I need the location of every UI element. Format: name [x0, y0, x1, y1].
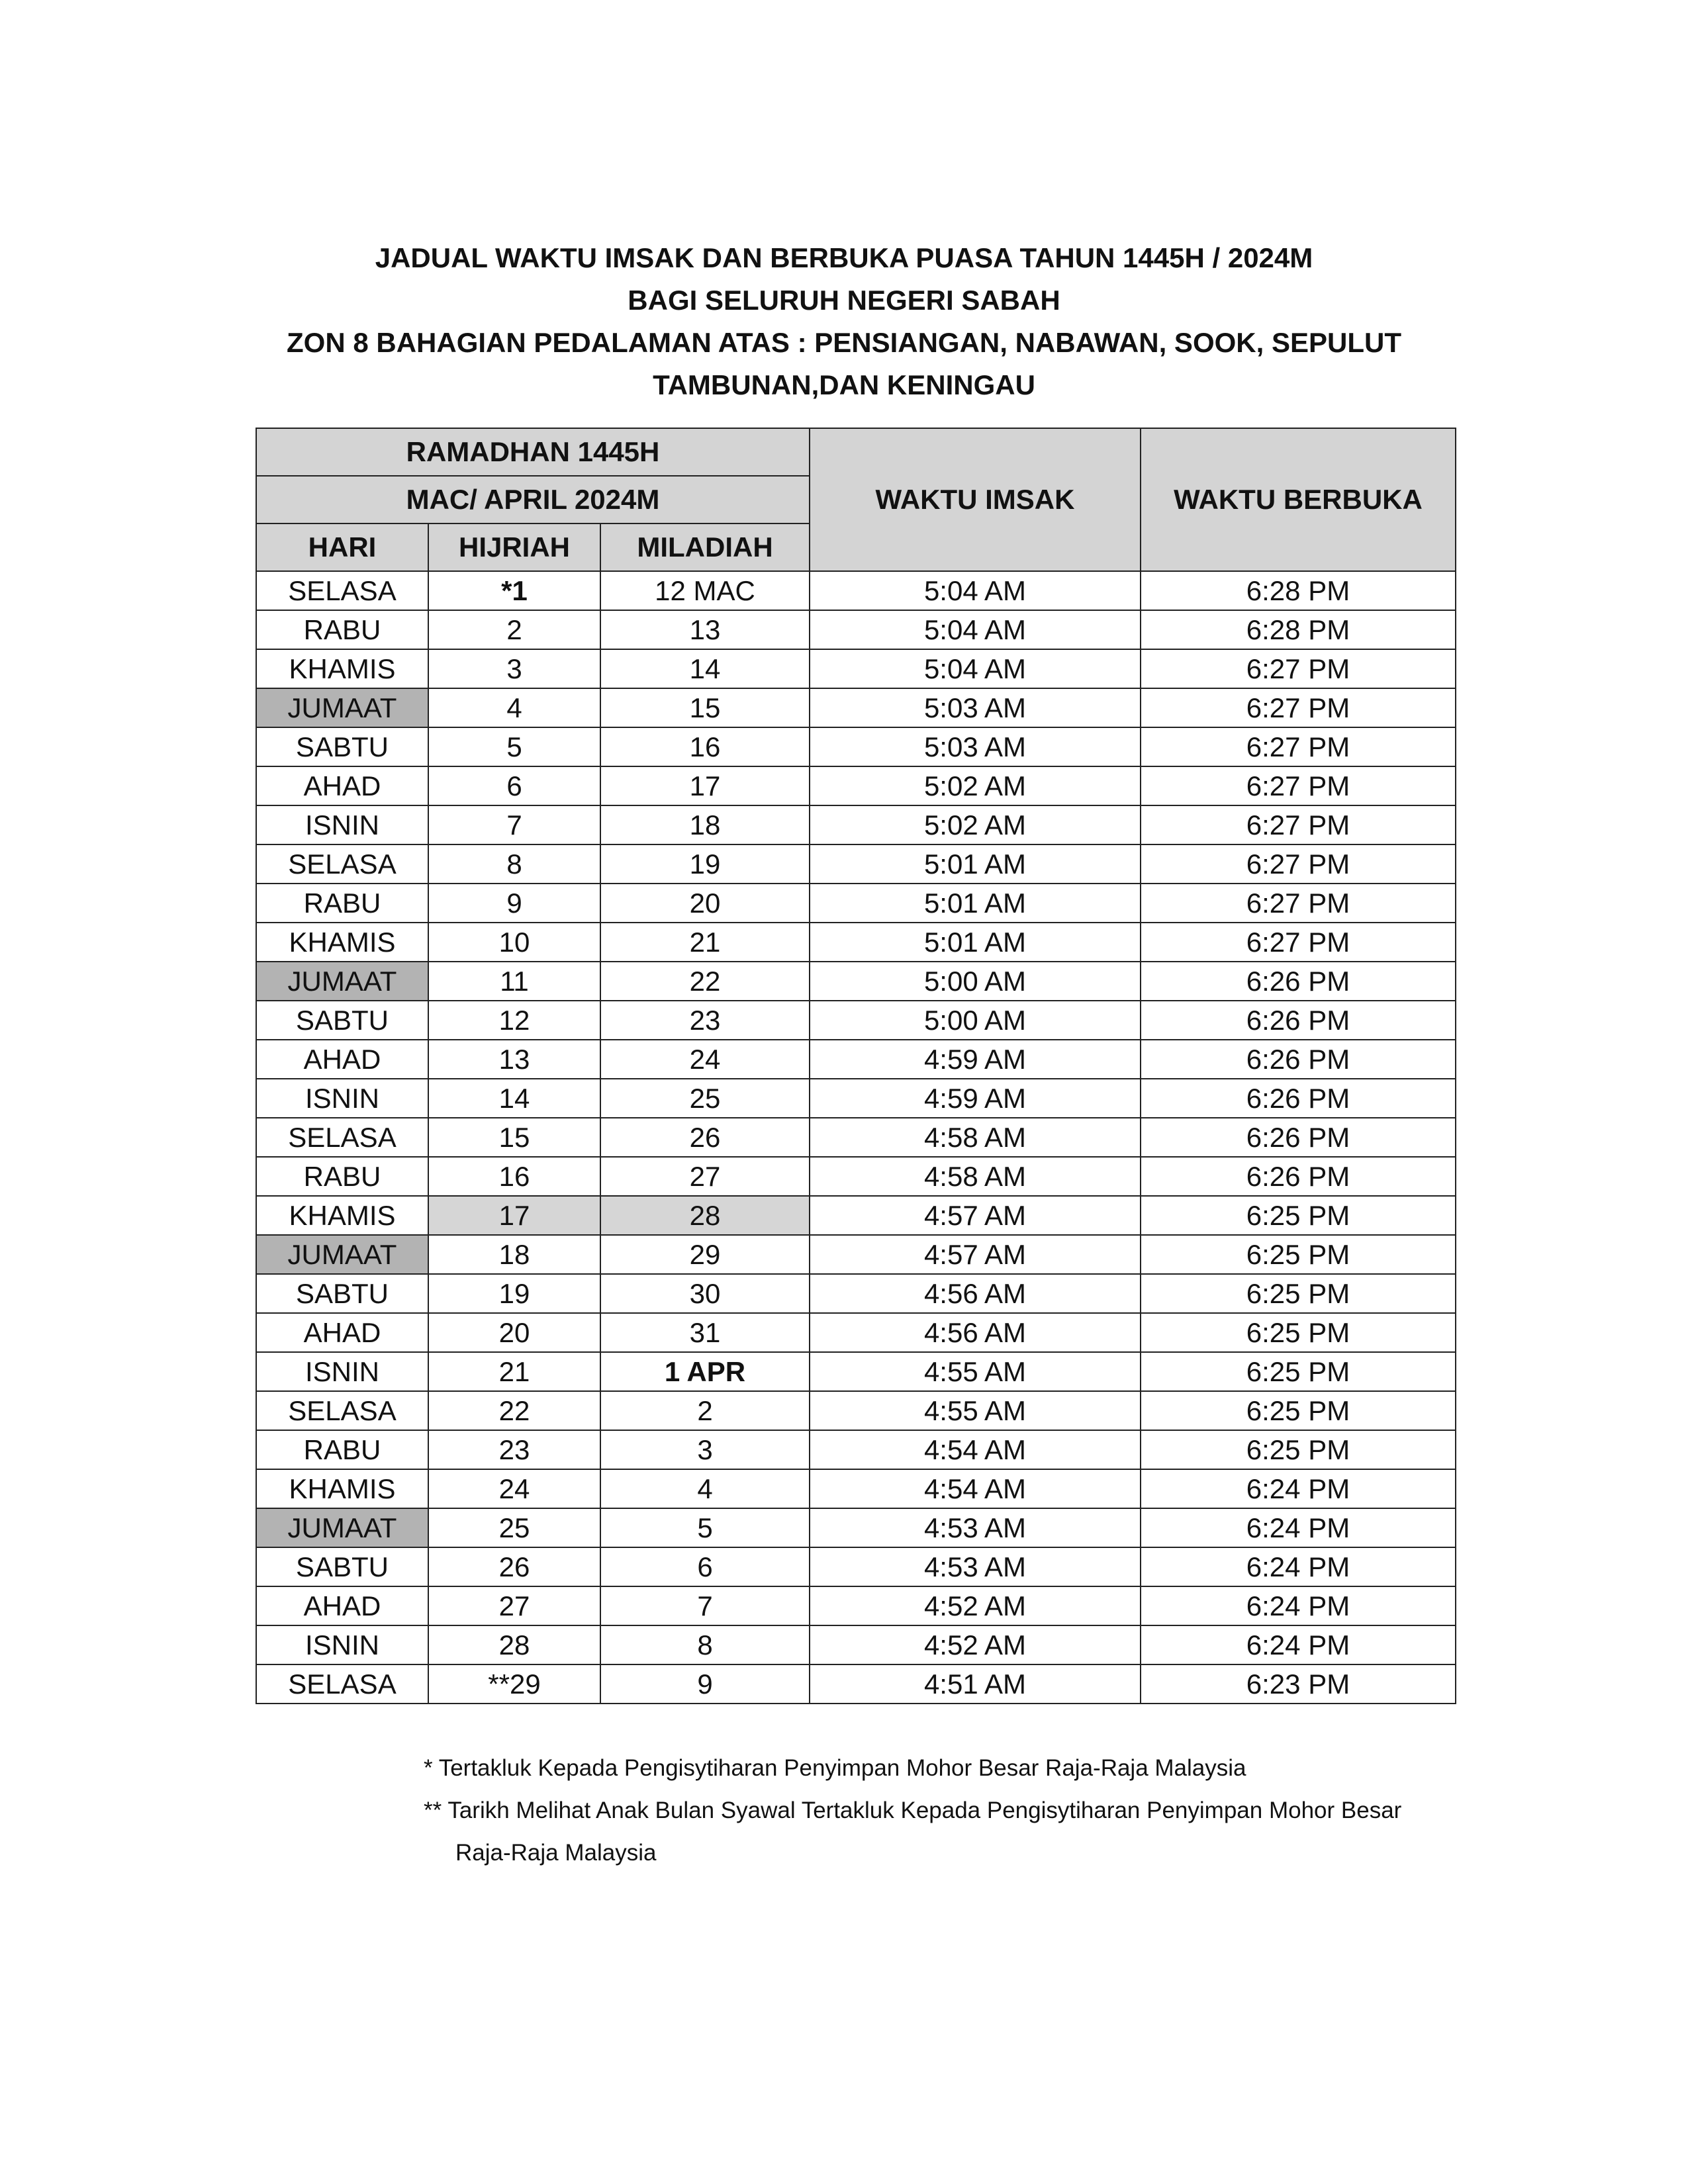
footnote-2: ** Tarikh Melihat Anak Bulan Syawal Tertakluk Kepada Pengisytiharan Penyimpan Mohor Besar — [424, 1797, 1402, 1823]
table-row — [256, 1625, 1456, 1664]
cell-berbuka: 6:25 PM — [1141, 1196, 1456, 1235]
cell-hijriah: 11 — [428, 962, 600, 1001]
footnotes — [424, 1747, 1483, 1874]
cell-hari: JUMAAT — [256, 1235, 428, 1274]
cell-berbuka: 6:26 PM — [1141, 1118, 1456, 1157]
table-row — [256, 1664, 1456, 1704]
cell-imsak: 5:02 AM — [810, 766, 1141, 805]
header-ramadhan: RAMADHAN 1445H — [256, 428, 810, 476]
table-row — [256, 766, 1456, 805]
cell-miladiah: 4 — [600, 1469, 810, 1508]
cell-miladiah: 26 — [600, 1118, 810, 1157]
cell-hari: KHAMIS — [256, 649, 428, 688]
cell-berbuka: 6:24 PM — [1141, 1469, 1456, 1508]
header-hijriah: HIJRIAH — [428, 523, 600, 571]
cell-berbuka: 6:27 PM — [1141, 884, 1456, 923]
table-row — [256, 962, 1456, 1001]
cell-berbuka: 6:27 PM — [1141, 844, 1456, 884]
cell-berbuka: 6:26 PM — [1141, 1157, 1456, 1196]
table-row — [256, 1547, 1456, 1586]
cell-hijriah: 12 — [428, 1001, 600, 1040]
table-row — [256, 1586, 1456, 1625]
cell-imsak: 5:04 AM — [810, 610, 1141, 649]
cell-miladiah: 14 — [600, 649, 810, 688]
cell-berbuka: 6:25 PM — [1141, 1274, 1456, 1313]
cell-imsak: 4:59 AM — [810, 1040, 1141, 1079]
cell-miladiah: 27 — [600, 1157, 810, 1196]
cell-imsak: 5:01 AM — [810, 923, 1141, 962]
cell-imsak: 4:54 AM — [810, 1430, 1141, 1469]
cell-imsak: 4:59 AM — [810, 1079, 1141, 1118]
cell-hari: RABU — [256, 610, 428, 649]
cell-hari: ISNIN — [256, 805, 428, 844]
cell-berbuka: 6:25 PM — [1141, 1430, 1456, 1469]
cell-berbuka: 6:24 PM — [1141, 1547, 1456, 1586]
cell-miladiah: 23 — [600, 1001, 810, 1040]
cell-berbuka: 6:26 PM — [1141, 1001, 1456, 1040]
table-row — [256, 1430, 1456, 1469]
cell-hari: KHAMIS — [256, 1196, 428, 1235]
cell-berbuka: 6:28 PM — [1141, 610, 1456, 649]
cell-hijriah: 25 — [428, 1508, 600, 1547]
cell-berbuka: 6:26 PM — [1141, 1079, 1456, 1118]
table-row — [256, 688, 1456, 727]
cell-imsak: 4:58 AM — [810, 1157, 1141, 1196]
cell-imsak: 4:56 AM — [810, 1313, 1141, 1352]
cell-berbuka: 6:26 PM — [1141, 962, 1456, 1001]
header-waktu-berbuka: WAKTU BERBUKA — [1141, 428, 1456, 571]
cell-hari: RABU — [256, 884, 428, 923]
cell-miladiah: 22 — [600, 962, 810, 1001]
cell-hari: AHAD — [256, 1313, 428, 1352]
table-row — [256, 1469, 1456, 1508]
cell-hijriah: 26 — [428, 1547, 600, 1586]
header-miladiah: MILADIAH — [600, 523, 810, 571]
cell-hari: SELASA — [256, 844, 428, 884]
cell-hijriah: 15 — [428, 1118, 600, 1157]
cell-miladiah: 7 — [600, 1586, 810, 1625]
title-line-4: TAMBUNAN,DAN KENINGAU — [653, 369, 1035, 400]
table-row — [256, 1391, 1456, 1430]
table-row — [256, 571, 1456, 610]
cell-berbuka: 6:25 PM — [1141, 1313, 1456, 1352]
cell-hijriah: 6 — [428, 766, 600, 805]
cell-hari: SABTU — [256, 1274, 428, 1313]
cell-hari: RABU — [256, 1157, 428, 1196]
header-waktu-imsak: WAKTU IMSAK — [810, 428, 1141, 571]
cell-berbuka: 6:27 PM — [1141, 727, 1456, 766]
cell-hari: SABTU — [256, 1001, 428, 1040]
cell-miladiah: 5 — [600, 1508, 810, 1547]
table-row — [256, 727, 1456, 766]
cell-hari: AHAD — [256, 1040, 428, 1079]
cell-hijriah: 9 — [428, 884, 600, 923]
cell-miladiah: 30 — [600, 1274, 810, 1313]
cell-berbuka: 6:27 PM — [1141, 805, 1456, 844]
prayer-timetable — [256, 428, 1456, 1704]
table-row — [256, 1079, 1456, 1118]
cell-berbuka: 6:27 PM — [1141, 649, 1456, 688]
cell-imsak: 4:55 AM — [810, 1391, 1141, 1430]
cell-imsak: 5:04 AM — [810, 571, 1141, 610]
cell-hijriah: 27 — [428, 1586, 600, 1625]
cell-hijriah: 20 — [428, 1313, 600, 1352]
cell-miladiah: 15 — [600, 688, 810, 727]
cell-hijriah: 4 — [428, 688, 600, 727]
cell-hijriah: 16 — [428, 1157, 600, 1196]
cell-berbuka: 6:25 PM — [1141, 1352, 1456, 1391]
cell-imsak: 4:55 AM — [810, 1352, 1141, 1391]
cell-hari: SELASA — [256, 1664, 428, 1704]
cell-hari: KHAMIS — [256, 923, 428, 962]
table-row — [256, 1040, 1456, 1079]
cell-hijriah: 2 — [428, 610, 600, 649]
cell-berbuka: 6:24 PM — [1141, 1586, 1456, 1625]
cell-miladiah: 2 — [600, 1391, 810, 1430]
table-row — [256, 1352, 1456, 1391]
cell-hari: AHAD — [256, 1586, 428, 1625]
cell-miladiah: 25 — [600, 1079, 810, 1118]
cell-miladiah: 16 — [600, 727, 810, 766]
cell-miladiah: 20 — [600, 884, 810, 923]
title-line-2: BAGI SELURUH NEGERI SABAH — [628, 285, 1060, 316]
cell-hijriah: 14 — [428, 1079, 600, 1118]
cell-miladiah: 8 — [600, 1625, 810, 1664]
table-row — [256, 844, 1456, 884]
table-row — [256, 1274, 1456, 1313]
cell-hari: ISNIN — [256, 1352, 428, 1391]
cell-imsak: 5:00 AM — [810, 962, 1141, 1001]
cell-imsak: 4:58 AM — [810, 1118, 1141, 1157]
table-row — [256, 1235, 1456, 1274]
cell-miladiah: 18 — [600, 805, 810, 844]
cell-imsak: 5:01 AM — [810, 844, 1141, 884]
cell-hijriah: 8 — [428, 844, 600, 884]
cell-berbuka: 6:27 PM — [1141, 688, 1456, 727]
cell-hari: SELASA — [256, 1391, 428, 1430]
cell-hari: SELASA — [256, 1118, 428, 1157]
cell-hijriah: 28 — [428, 1625, 600, 1664]
cell-hari: ISNIN — [256, 1625, 428, 1664]
cell-miladiah: 21 — [600, 923, 810, 962]
cell-hijriah: *1 — [428, 571, 600, 610]
cell-hijriah: 22 — [428, 1391, 600, 1430]
cell-berbuka: 6:26 PM — [1141, 1040, 1456, 1079]
cell-imsak: 5:03 AM — [810, 727, 1141, 766]
cell-miladiah: 6 — [600, 1547, 810, 1586]
cell-miladiah: 29 — [600, 1235, 810, 1274]
cell-imsak: 5:03 AM — [810, 688, 1141, 727]
cell-imsak: 4:57 AM — [810, 1235, 1141, 1274]
cell-imsak: 4:57 AM — [810, 1196, 1141, 1235]
cell-hari: SELASA — [256, 571, 428, 610]
cell-berbuka: 6:25 PM — [1141, 1235, 1456, 1274]
cell-imsak: 4:54 AM — [810, 1469, 1141, 1508]
table-row — [256, 1313, 1456, 1352]
cell-berbuka: 6:24 PM — [1141, 1508, 1456, 1547]
cell-miladiah: 13 — [600, 610, 810, 649]
cell-hijriah: 3 — [428, 649, 600, 688]
cell-miladiah: 28 — [600, 1196, 810, 1235]
footnote-2-continued: Raja-Raja Malaysia — [455, 1840, 657, 1866]
header-month: MAC/ APRIL 2024M — [256, 476, 810, 523]
cell-hijriah: 19 — [428, 1274, 600, 1313]
cell-hijriah: 13 — [428, 1040, 600, 1079]
footnote-1: * Tertakluk Kepada Pengisytiharan Penyimpan Mohor Besar Raja-Raja Malaysia — [424, 1755, 1246, 1781]
cell-miladiah: 24 — [600, 1040, 810, 1079]
cell-hijriah: 5 — [428, 727, 600, 766]
cell-miladiah: 19 — [600, 844, 810, 884]
cell-imsak: 4:53 AM — [810, 1547, 1141, 1586]
table-row — [256, 884, 1456, 923]
cell-imsak: 4:52 AM — [810, 1586, 1141, 1625]
cell-hijriah: 17 — [428, 1196, 600, 1235]
title-line-1: JADUAL WAKTU IMSAK DAN BERBUKA PUASA TAHUN 1445H / 2024M — [375, 242, 1313, 273]
cell-berbuka: 6:28 PM — [1141, 571, 1456, 610]
cell-imsak: 5:02 AM — [810, 805, 1141, 844]
cell-imsak: 4:51 AM — [810, 1664, 1141, 1704]
document-title — [0, 237, 1688, 406]
cell-imsak: 4:56 AM — [810, 1274, 1141, 1313]
table-row — [256, 1508, 1456, 1547]
table-row — [256, 1118, 1456, 1157]
cell-hijriah: 23 — [428, 1430, 600, 1469]
cell-imsak: 5:00 AM — [810, 1001, 1141, 1040]
cell-imsak: 5:04 AM — [810, 649, 1141, 688]
table-row — [256, 1157, 1456, 1196]
cell-berbuka: 6:27 PM — [1141, 766, 1456, 805]
table-row — [256, 805, 1456, 844]
table-row — [256, 649, 1456, 688]
cell-miladiah: 31 — [600, 1313, 810, 1352]
table-row — [256, 1001, 1456, 1040]
cell-hari: SABTU — [256, 727, 428, 766]
cell-hijriah: 7 — [428, 805, 600, 844]
cell-hari: KHAMIS — [256, 1469, 428, 1508]
cell-miladiah: 17 — [600, 766, 810, 805]
cell-hari: RABU — [256, 1430, 428, 1469]
cell-imsak: 4:53 AM — [810, 1508, 1141, 1547]
header-hari: HARI — [256, 523, 428, 571]
cell-berbuka: 6:24 PM — [1141, 1625, 1456, 1664]
table-row — [256, 923, 1456, 962]
cell-hari: JUMAAT — [256, 962, 428, 1001]
cell-berbuka: 6:25 PM — [1141, 1391, 1456, 1430]
cell-imsak: 4:52 AM — [810, 1625, 1141, 1664]
cell-hijriah: 24 — [428, 1469, 600, 1508]
timetable-body — [256, 571, 1456, 1704]
cell-hari: ISNIN — [256, 1079, 428, 1118]
cell-imsak: 5:01 AM — [810, 884, 1141, 923]
cell-hijriah: 18 — [428, 1235, 600, 1274]
cell-hijriah: 21 — [428, 1352, 600, 1391]
cell-hari: AHAD — [256, 766, 428, 805]
cell-miladiah: 3 — [600, 1430, 810, 1469]
cell-miladiah: 1 APR — [600, 1352, 810, 1391]
table-row — [256, 1196, 1456, 1235]
cell-hijriah: 10 — [428, 923, 600, 962]
cell-hijriah: **29 — [428, 1664, 600, 1704]
title-line-3: ZON 8 BAHAGIAN PEDALAMAN ATAS : PENSIANGAN, NABAWAN, SOOK, SEPULUT — [287, 327, 1401, 358]
cell-hari: JUMAAT — [256, 1508, 428, 1547]
cell-miladiah: 9 — [600, 1664, 810, 1704]
cell-berbuka: 6:23 PM — [1141, 1664, 1456, 1704]
cell-berbuka: 6:27 PM — [1141, 923, 1456, 962]
cell-miladiah: 12 MAC — [600, 571, 810, 610]
table-row — [256, 610, 1456, 649]
cell-hari: SABTU — [256, 1547, 428, 1586]
cell-hari: JUMAAT — [256, 688, 428, 727]
